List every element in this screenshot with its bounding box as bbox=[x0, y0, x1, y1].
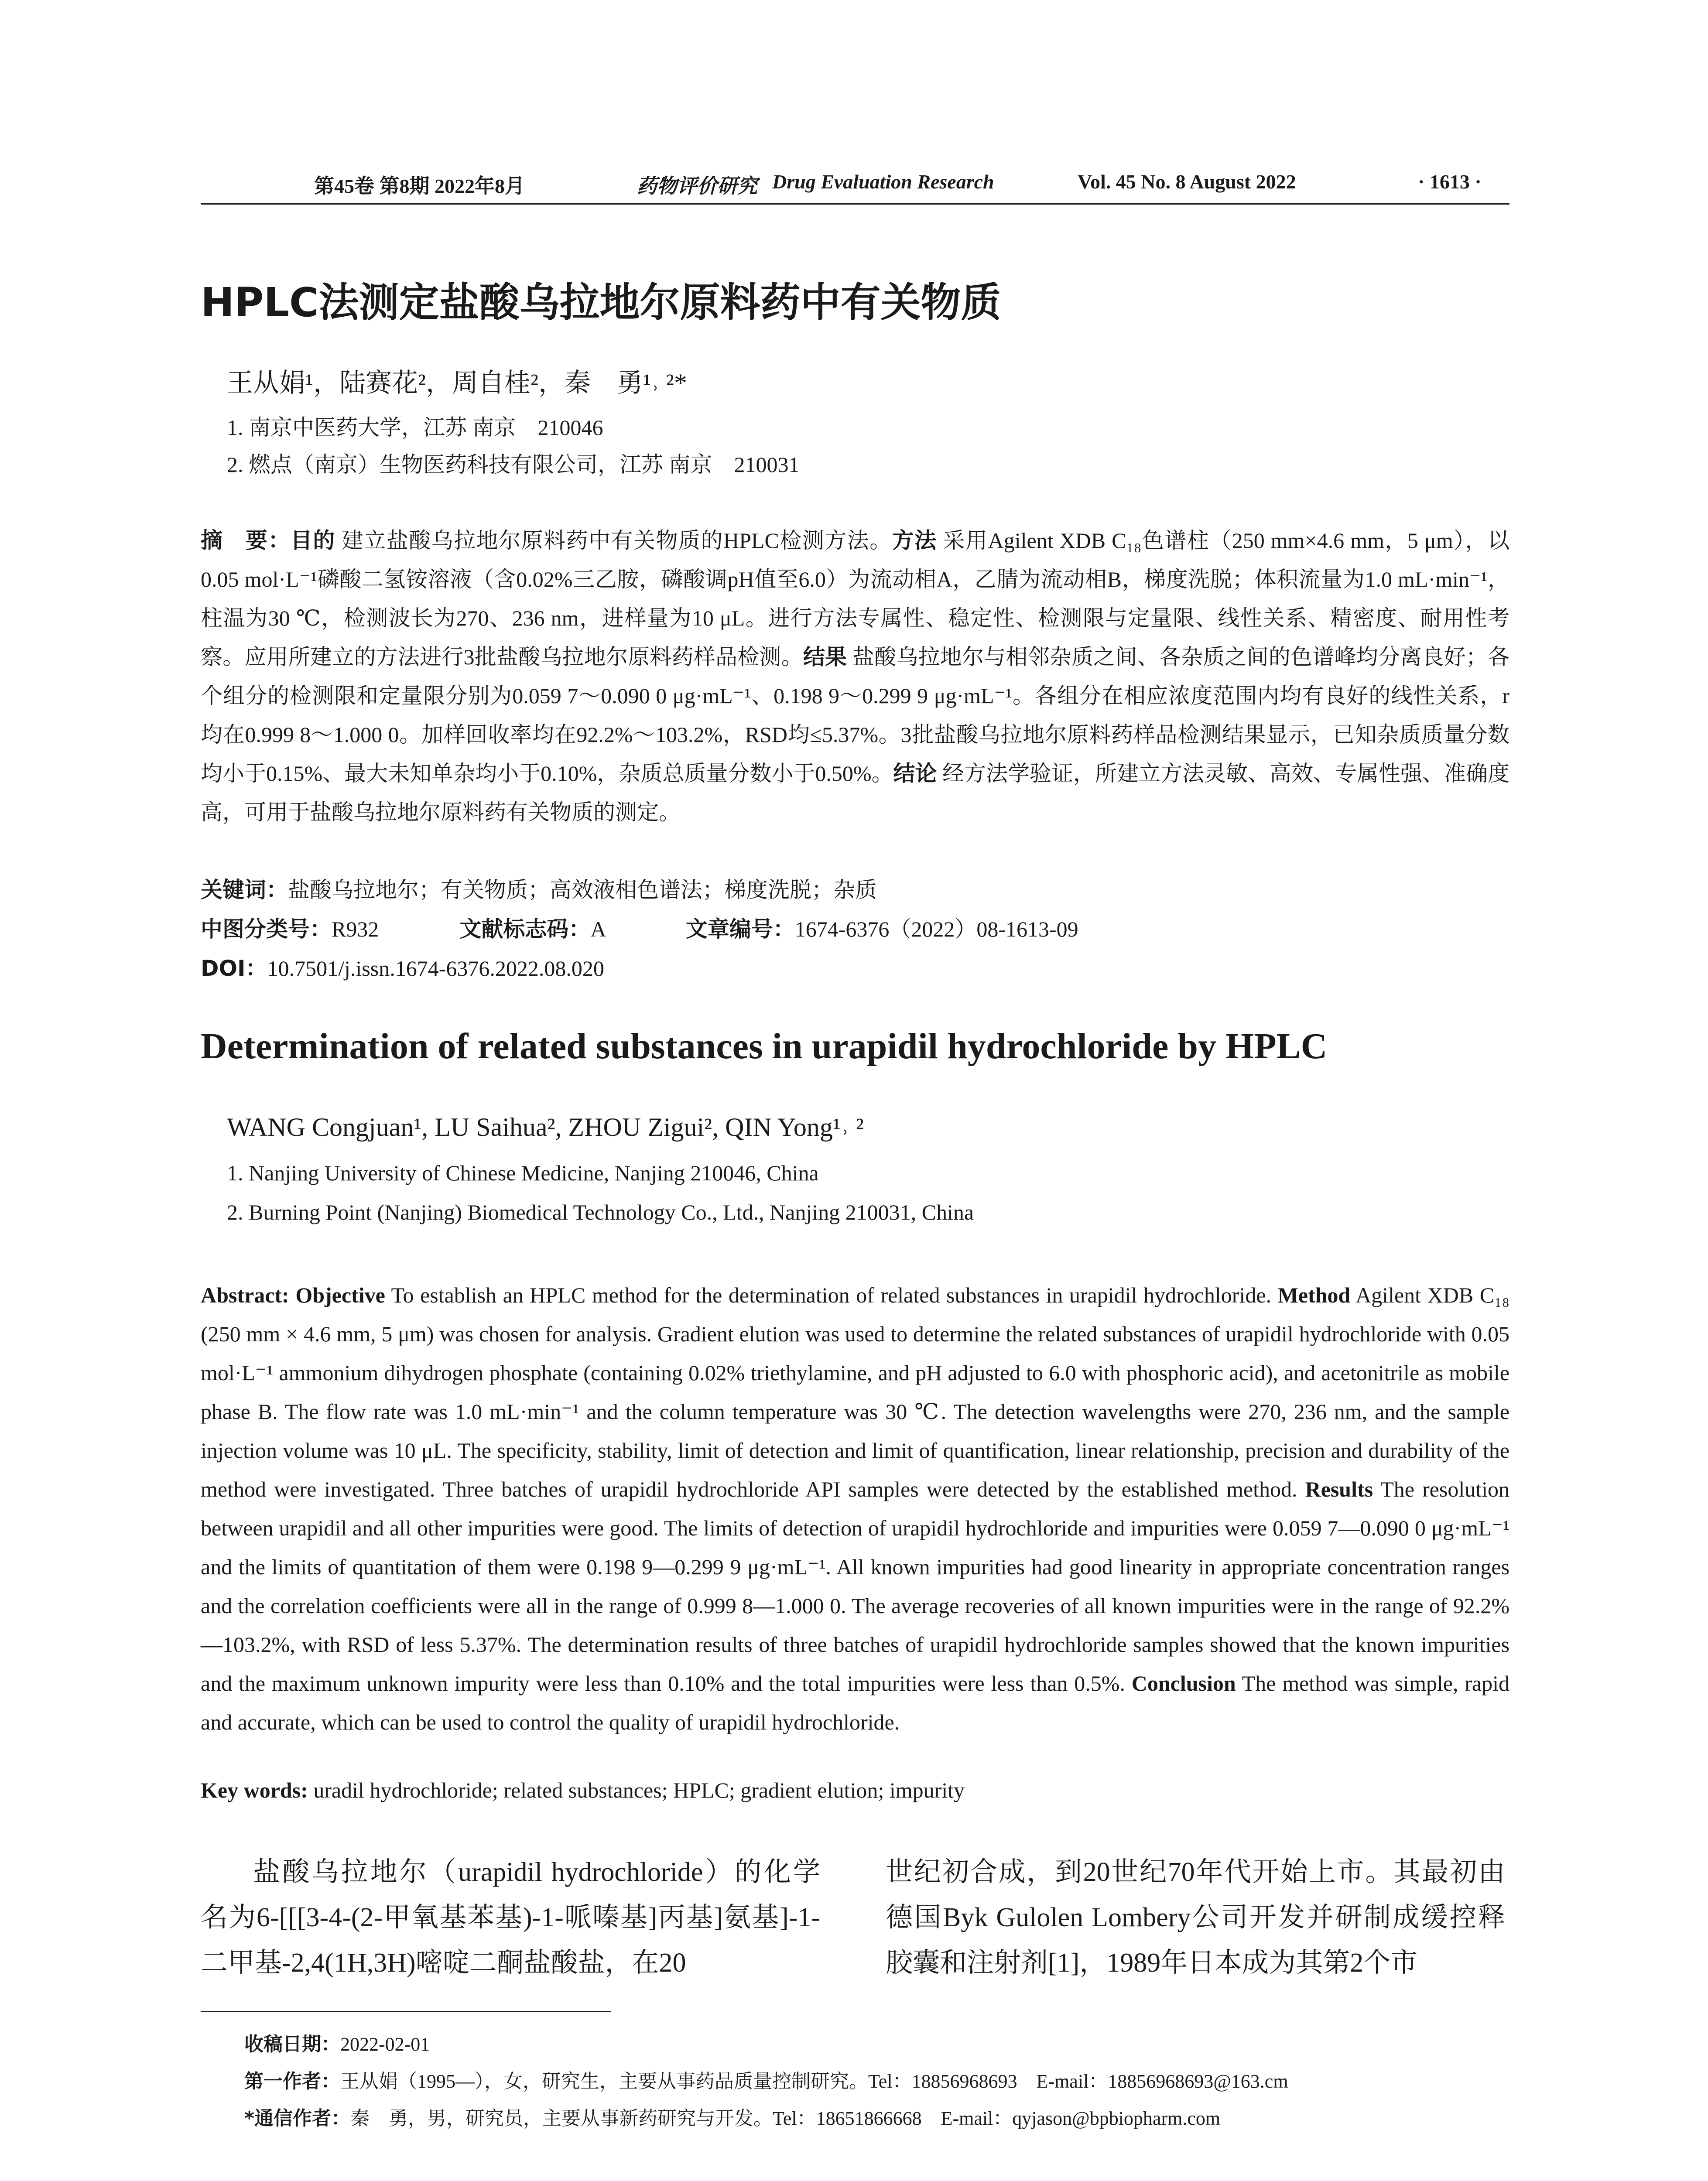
doi-line bbox=[201, 951, 604, 982]
footnote-first-author-text: 王从娟（1995—），女，研究生，主要从事药品质量控制研究。Tel：18856968693 E-mail：18856968693@163.cm bbox=[340, 2071, 1288, 2092]
abstract-cn-method-label: 方法 bbox=[892, 528, 937, 553]
keywords-en-text: uradil hydrochloride; related substances; HPLC; gradient elution; impurity bbox=[308, 1778, 965, 1802]
keywords-en bbox=[201, 1778, 965, 1803]
doc-code-label: 文献标志码： bbox=[459, 916, 591, 942]
authors-cn: 王从娟¹，陆赛花²，周自桂²，秦 勇¹˒ ²* bbox=[227, 369, 687, 397]
authors-en: WANG Congjuan¹, LU Saihua², ZHOU Zigui², QIN Yong¹˒ ² bbox=[227, 1113, 864, 1142]
footnote-corresponding bbox=[244, 2102, 1220, 2130]
footnote-received bbox=[244, 2028, 430, 2056]
abstract-cn-results-label: 结果 bbox=[803, 644, 847, 670]
article-number-value: 1674-6376（2022）08-1613-09 bbox=[794, 917, 1078, 941]
affiliation-cn-2: 2. 燃点（南京）生物医药科技有限公司，江苏 南京 210031 bbox=[227, 452, 800, 477]
footnote-received-text: 2022-02-01 bbox=[340, 2034, 430, 2055]
clc-value: R932 bbox=[332, 917, 379, 941]
affiliation-en-2: 2. Burning Point (Nanjing) Biomedical Technology Co., Ltd., Nanjing 210031, China bbox=[227, 1200, 974, 1224]
keywords-cn-label: 关键词： bbox=[201, 877, 288, 902]
abstract-en-method: Agilent XDB C₁₈ (250 mm × 4.6 mm, 5 μm) was chosen for analysis. Gradient elution was used to determine the related substances of urapidil hydrochloride with 0.05 mol·L⁻¹ ammonium dihydrogen phosphate (containing 0.02% triethylamine, and pH adjusted to 6.0 with phosphoric acid), and acetonitrile as mobile phase B. The flow rate was 1.0 mL·min⁻¹ and the column temperature was 30 ℃. The detection wavelengths were 270, 236 nm, and the sample injection volume was 10 μL. The specificity, stability, limit of detection and limit of quantification, linear relationship, precision and durability of the method were investigated. Three batches of urapidil hydrochloride API samples were detected by the established method. bbox=[201, 1283, 1509, 1501]
body-column-left: 盐酸乌拉地尔（urapidil hydrochloride）的化学名为6-[[[3-4-(2-甲氧基苯基)-1-哌嗪基]丙基]氨基]-1-二甲基-2,4(1H,3H)嘧啶二酮盐酸盐，在20 bbox=[201, 1857, 820, 1978]
running-header bbox=[201, 170, 1509, 201]
abstract-en-method-label: Method bbox=[1277, 1283, 1351, 1307]
header-volume-cn: 第45卷 第8期 2022年8月 bbox=[314, 175, 525, 197]
clc-label: 中图分类号： bbox=[201, 916, 332, 942]
abstract-en-conclusion: The method was simple, rapid and accurate, which can be used to control the quality of urapidil hydrochloride. bbox=[201, 1671, 1509, 1734]
article-number-label: 文章编号： bbox=[685, 916, 795, 942]
abstract-cn-objective: 建立盐酸乌拉地尔原料药中有关物质的HPLC检测方法。 bbox=[335, 528, 892, 553]
footnote-corresponding-text: 秦 勇，男，研究员，主要从事新药研究与开发。Tel：18651866668 E-mail：qyjason@bpbiopharm.com bbox=[350, 2108, 1221, 2129]
classification-line bbox=[201, 912, 1078, 943]
doi-label: DOI： bbox=[201, 956, 267, 981]
header-journal-en: Drug Evaluation Research bbox=[772, 171, 994, 193]
affiliation-cn-1: 1. 南京中医药大学，江苏 南京 210046 bbox=[227, 415, 603, 440]
footnote-first-author-label: 第一作者： bbox=[244, 2070, 340, 2092]
abstract-cn-conclusion-label: 结论 bbox=[893, 761, 937, 786]
abstract-cn-conclusion: 经方法学验证，所建立方法灵敏、高效、专属性强、准确度高，可用于盐酸乌拉地尔原料药有关物质的测定。 bbox=[201, 761, 1510, 824]
doc-code-value: A bbox=[590, 917, 605, 941]
paper-title-cn: HPLC法测定盐酸乌拉地尔原料药中有关物质 bbox=[201, 279, 1001, 326]
abstract-cn-objective-label: 目的 bbox=[290, 528, 335, 553]
body-column-right: 世纪初合成，到20世纪70年代开始上市。其最初由德国Byk Gulolen Lombery公司开发并研制成缓控释胶囊和注射剂[1]，1989年日本成为其第2个市 bbox=[886, 1857, 1505, 1978]
keywords-cn bbox=[201, 872, 877, 904]
affiliation-en-1: 1. Nanjing University of Chinese Medicine, Nanjing 210046, China bbox=[227, 1161, 819, 1185]
keywords-cn-text: 盐酸乌拉地尔；有关物质；高效液相色谱法；梯度洗脱；杂质 bbox=[288, 878, 877, 902]
abstract-cn-method: 采用Agilent XDB C₁₈色谱柱（250 mm×4.6 mm，5 μm），以0.05 mol·L⁻¹磷酸二氢铵溶液（含0.02%三乙胺，磷酸调pH值至6.0）为流动相A，乙腈为流动相B，梯度洗脱；体积流量为1.0 mL·min⁻¹，柱温为30 ℃，检测波长为270、236 nm，进样量为10 μL。进行方法专属性、稳定性、检测限与定量限、线性关系、精密度、耐用性考察。应用所建立的方法进行3批盐酸乌拉地尔原料药样品检测。 bbox=[201, 528, 1510, 669]
abstract-en-label: Abstract: bbox=[201, 1283, 289, 1307]
footnote-received-label: 收稿日期： bbox=[244, 2033, 340, 2055]
abstract-en bbox=[201, 1276, 1509, 1742]
abstract-cn bbox=[201, 521, 1509, 832]
abstract-cn-results: 盐酸乌拉地尔与相邻杂质之间、各杂质之间的色谱峰均分离良好；各个组分的检测限和定量限分别为0.059 7～0.090 0 μg·mL⁻¹、0.198 9～0.299 9 μg·mL⁻¹。各组分在相应浓度范围内均有良好的线性关系，r均在0.999 8～1.000 0。加样回收率均在92.2%～103.2%，RSD均≤5.37%。3批盐酸乌拉地尔原料药样品检测结果显示，已知杂质质量分数均小于0.15%、最大未知单杂均小于0.10%，杂质总质量分数小于0.50%。 bbox=[201, 645, 1510, 786]
abstract-en-results: The resolution between urapidil and all other impurities were good. The limits of detection of urapidil hydrochloride and impurities were 0.059 7—0.090 0 μg·mL⁻¹ and the limits of quantitation of them were 0.198 9—0.299 9 μg·mL⁻¹. All known impurities had good linearity in appropriate concentration ranges and the correlation coefficients were all in the range of 0.999 8—1.000 0. The average recoveries of all known impurities were in the range of 92.2%—103.2%, with RSD of less 5.37%. The determination results of three batches of urapidil hydrochloride samples showed that the known impurities and the maximum unknown impurity were less than 0.10% and the total impurities were less than 0.5%. bbox=[201, 1477, 1509, 1696]
header-page-number: · 1613 · bbox=[1418, 171, 1482, 193]
footnote-corresponding-label: *通信作者： bbox=[244, 2107, 351, 2130]
abstract-en-objective-label: Objective bbox=[295, 1283, 385, 1307]
journal-logo-cn: 药物评价研究 bbox=[637, 174, 757, 198]
header-rule bbox=[201, 203, 1509, 205]
abstract-cn-label: 摘 要： bbox=[201, 528, 291, 553]
paper-title-en: Determination of related substances in urapidil hydrochloride by HPLC bbox=[201, 1026, 1328, 1067]
keywords-en-label: Key words: bbox=[201, 1778, 308, 1802]
header-volume-en: Vol. 45 No. 8 August 2022 bbox=[1078, 171, 1296, 193]
abstract-en-conclusion-label: Conclusion bbox=[1131, 1671, 1236, 1696]
footnote-rule bbox=[201, 2011, 611, 2012]
footnote-first-author bbox=[244, 2065, 1288, 2093]
doi-value: 10.7501/j.issn.1674-6376.2022.08.020 bbox=[267, 956, 604, 981]
abstract-en-objective: To establish an HPLC method for the determination of related substances in urapidil hydrochloride. bbox=[385, 1283, 1278, 1307]
abstract-en-results-label: Results bbox=[1305, 1477, 1373, 1501]
